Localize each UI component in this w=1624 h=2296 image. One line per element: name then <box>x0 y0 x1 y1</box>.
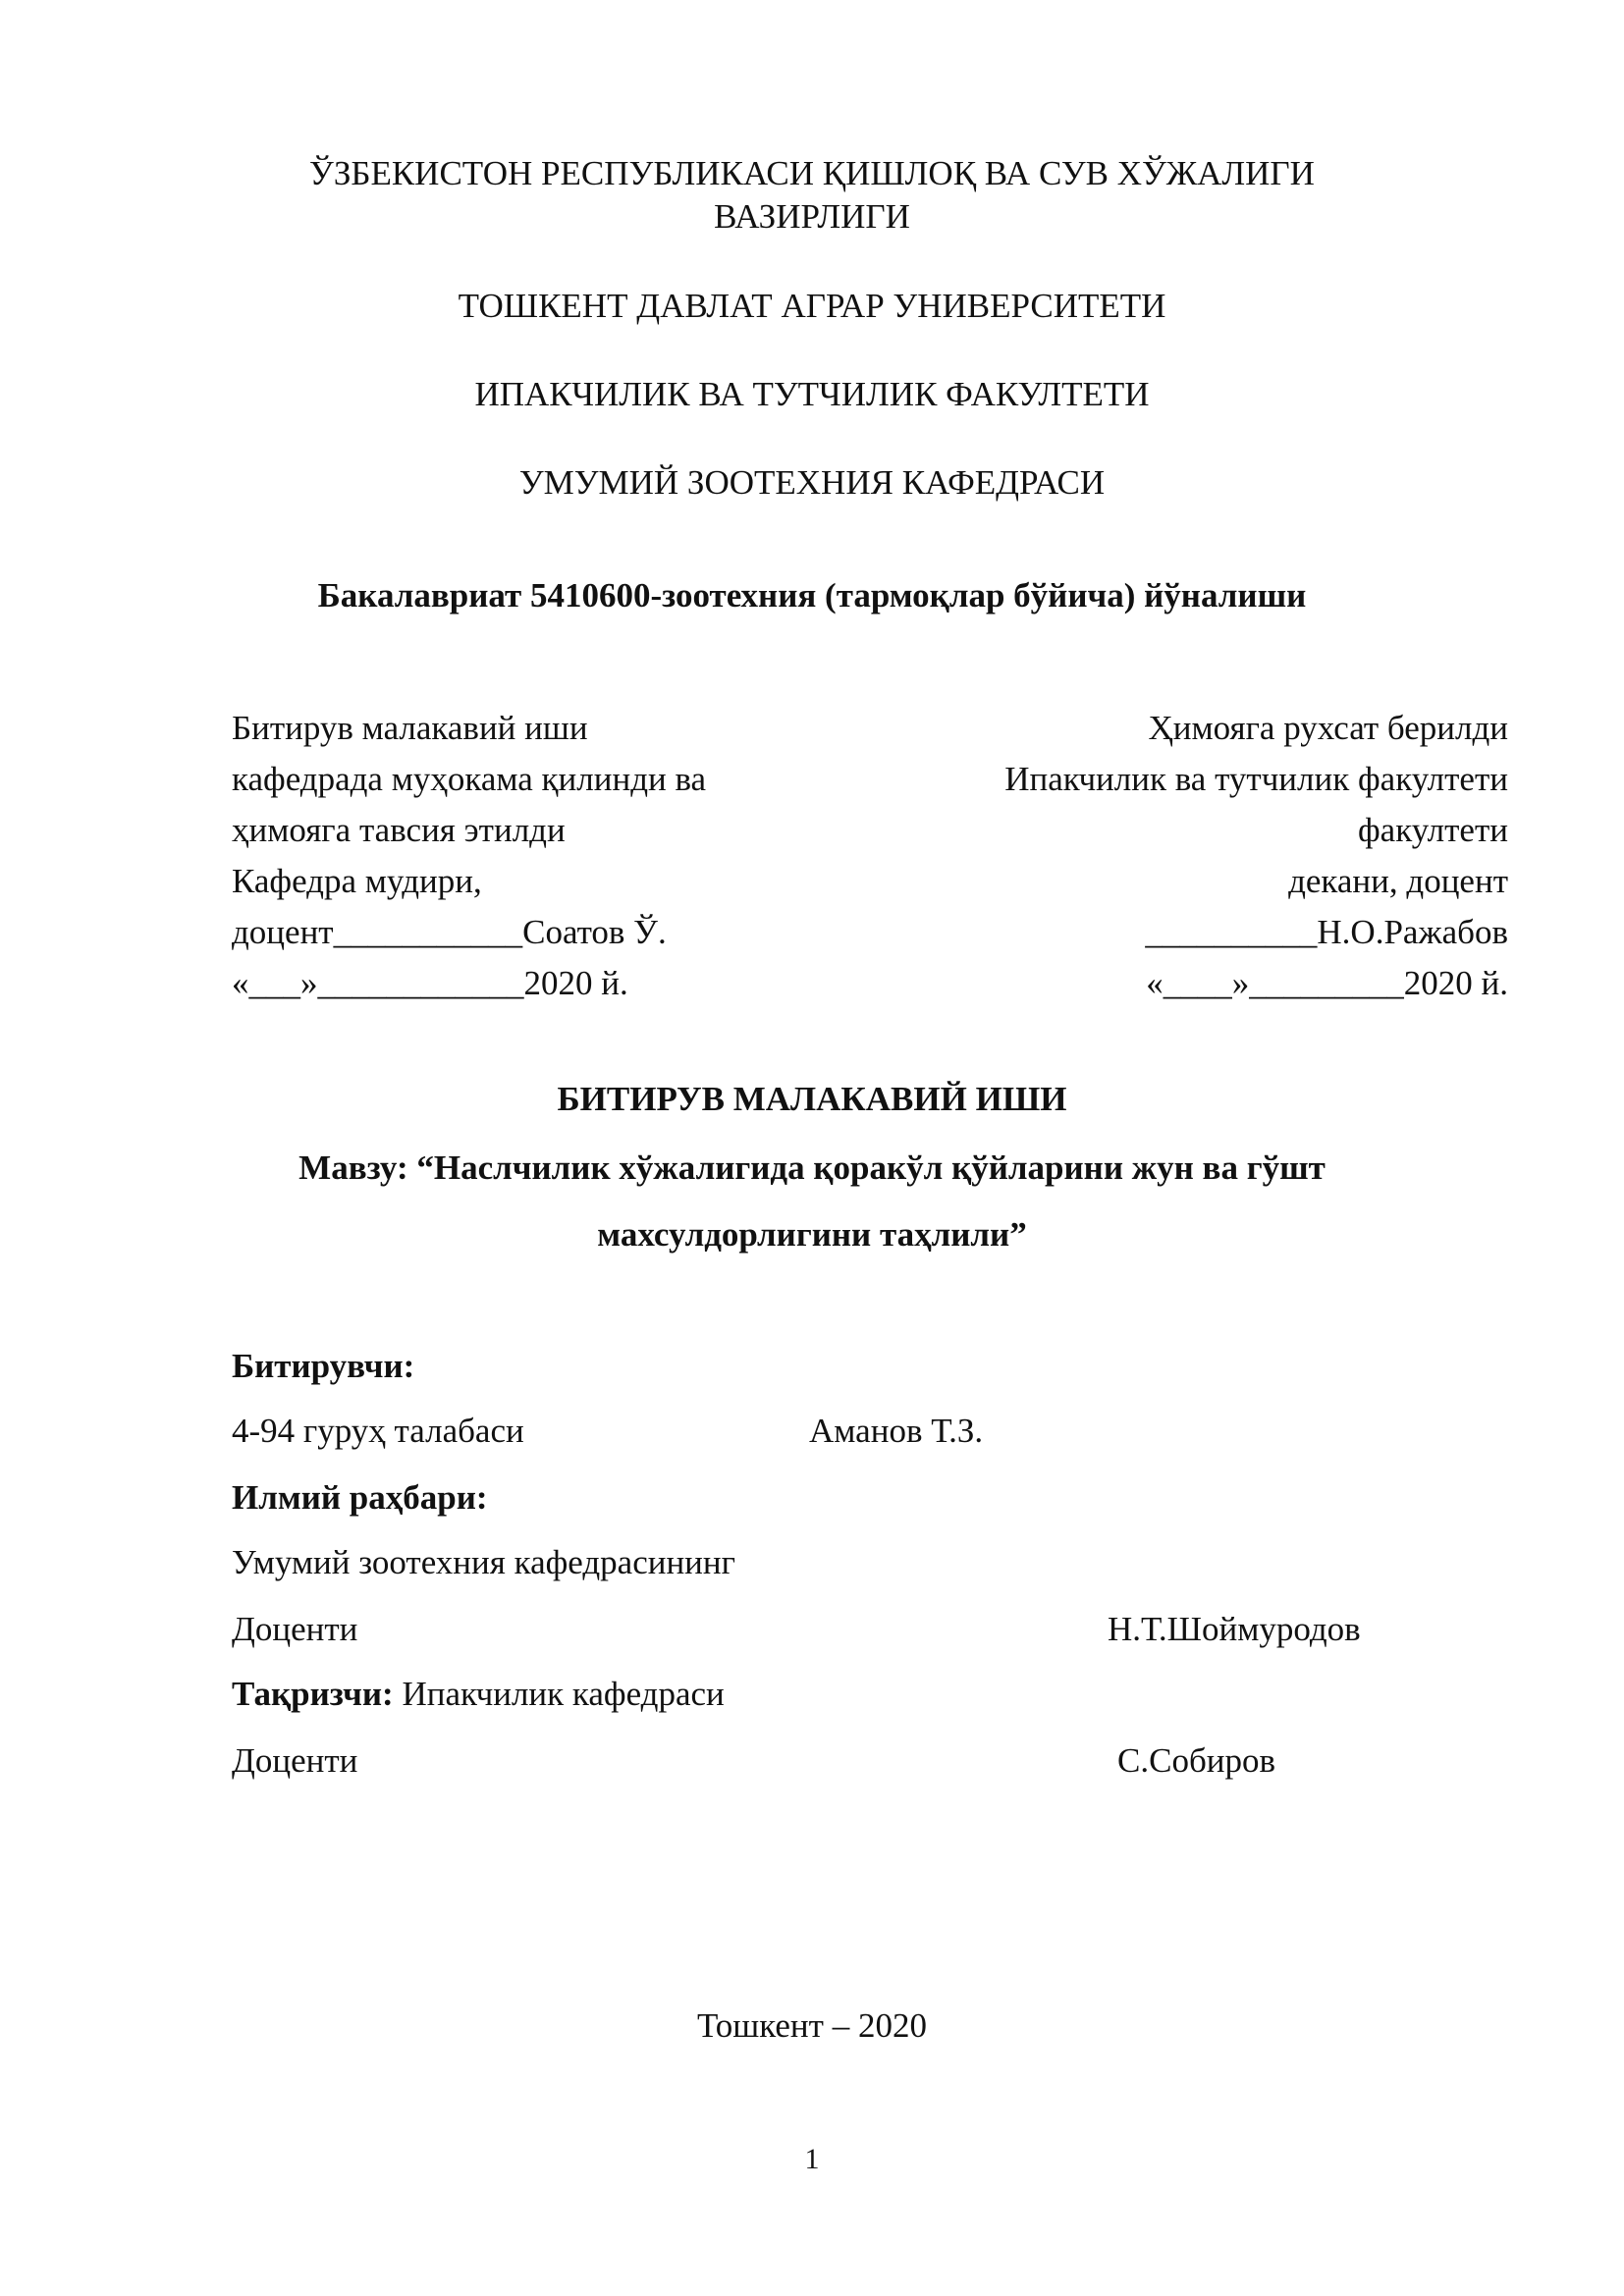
reviewer-name: С.Собиров <box>1117 1741 1276 1780</box>
ministry-line-2: ВАЗИРЛИГИ <box>714 197 910 236</box>
student-group: 4-94 гуруҳ талабаси <box>232 1412 524 1450</box>
graduate-label: Битирувчи: <box>232 1347 415 1385</box>
approval-left-line-3: ҳимояга тавсия этилди <box>232 811 566 849</box>
reviewer-row <box>232 1673 725 1716</box>
reviewer-label: Тақризчи: <box>232 1675 394 1713</box>
department-name: УМУМИЙ ЗООТЕХНИЯ КАФЕДРАСИ <box>518 463 1106 502</box>
approval-right-line-1: Ҳимояга рухсат берилди <box>1148 709 1508 747</box>
topic-line-2: махсулдорлигини таҳлили” <box>597 1215 1027 1254</box>
university-name: ТОШКЕНТ ДАВЛАТ АГРАР УНИВЕРСИТЕТИ <box>458 287 1166 325</box>
approval-right-line-6: «____»_________2020 й. <box>1146 964 1508 1002</box>
city-year: Тошкент – 2020 <box>697 2006 927 2045</box>
ministry-line-1: ЎЗБЕКИСТОН РЕСПУБЛИКАСИ ҚИШЛОҚ ВА СУВ ХЎЖАЛИГИ <box>309 154 1315 192</box>
advisor-department: Умумий зоотехния кафедрасининг <box>232 1543 736 1581</box>
approval-right-line-4: декани, доцент <box>1288 862 1508 900</box>
advisor-name: Н.Т.Шоймуродов <box>1108 1610 1361 1648</box>
study-direction: Бакалавриат 5410600-зоотехния (тармоқлар бўйича) йўналиши <box>317 576 1307 614</box>
approval-left-line-5: доцент___________Соатов Ў. <box>232 913 667 951</box>
advisor-label: Илмий раҳбари: <box>232 1478 488 1517</box>
approval-left-line-1: Битирув малакавий иши <box>232 709 588 747</box>
approval-left-line-2: кафедрада муҳокама қилинди ва <box>232 760 707 798</box>
work-heading: БИТИРУВ МАЛАКАВИЙ ИШИ <box>557 1080 1067 1118</box>
faculty-name: ИПАКЧИЛИК ВА ТУТЧИЛИК ФАКУЛТЕТИ <box>474 375 1150 413</box>
approval-right-line-2: Ипакчилик ва тутчилик факултети <box>1004 760 1508 798</box>
topic-line-1: Мавзу: “Наслчилик хўжалигида қоракўл қўйларини жун ва гўшт <box>298 1148 1326 1187</box>
approval-right-line-5: __________Н.О.Ражабов <box>1145 913 1508 951</box>
approval-right-line-3: факултети <box>1357 811 1508 849</box>
approval-left-line-4: Кафедра мудири, <box>232 862 482 900</box>
page-number: 1 <box>804 2143 820 2175</box>
student-name: Аманов Т.З. <box>809 1412 984 1450</box>
advisor-position: Доценти <box>232 1610 358 1648</box>
reviewer-position: Доценти <box>232 1741 358 1780</box>
approval-left-line-6: «___»____________2020 й. <box>232 964 628 1002</box>
reviewer-department: Ипакчилик кафедраси <box>393 1675 725 1713</box>
